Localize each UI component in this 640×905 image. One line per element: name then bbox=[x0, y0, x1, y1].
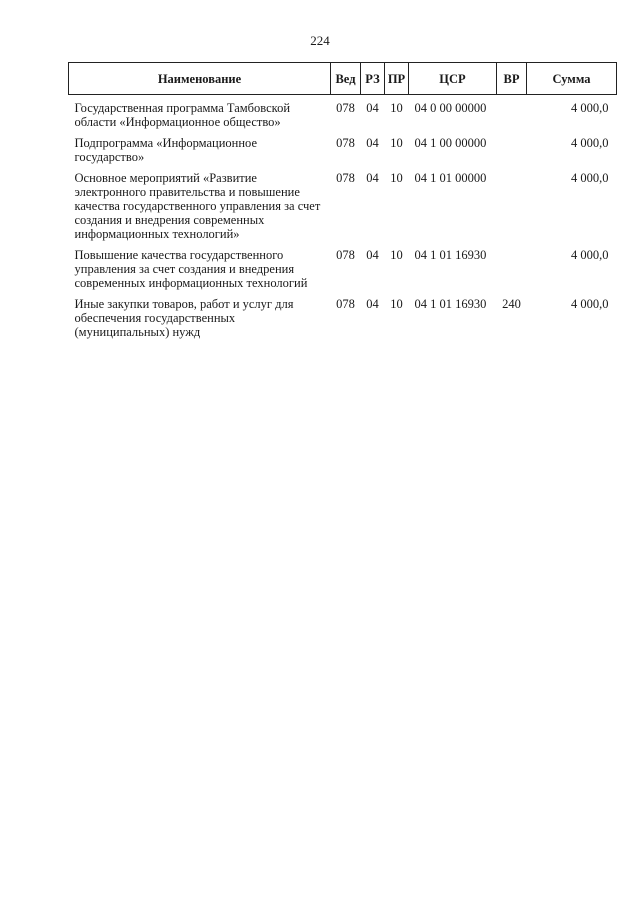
table-row bbox=[69, 248, 617, 297]
row-vr: 240 bbox=[502, 297, 521, 311]
page-number: 224 bbox=[310, 33, 330, 48]
row-pr: 10 bbox=[390, 248, 403, 262]
row-ved: 078 bbox=[336, 136, 355, 150]
row-csr: 04 1 01 16930 bbox=[414, 297, 487, 311]
budget-table bbox=[68, 62, 617, 346]
row-name: Государственная программа Тамбовской области «Информационное общество» bbox=[74, 101, 291, 129]
header-csr: ЦСР bbox=[409, 63, 497, 95]
row-sum: 4 000,0 bbox=[571, 136, 609, 150]
row-rz: 04 bbox=[366, 101, 379, 115]
row-pr: 10 bbox=[390, 171, 403, 185]
row-vr bbox=[497, 136, 527, 171]
header-vr: ВР bbox=[497, 63, 527, 95]
row-ved: 078 bbox=[336, 171, 355, 185]
header-pr: ПР bbox=[385, 63, 409, 95]
table-row bbox=[69, 171, 617, 248]
row-ved: 078 bbox=[336, 101, 355, 115]
table-row bbox=[69, 297, 617, 346]
row-name: Иные закупки товаров, работ и услуг для обеспечения государственных (муниципальных) нужд bbox=[74, 297, 294, 339]
row-csr: 04 1 01 16930 bbox=[414, 248, 487, 262]
row-sum: 4 000,0 bbox=[571, 101, 609, 115]
row-sum: 4 000,0 bbox=[571, 171, 609, 185]
row-rz: 04 bbox=[366, 171, 379, 185]
header-rz: РЗ bbox=[361, 63, 385, 95]
table-row bbox=[69, 136, 617, 171]
header-ved: Вед bbox=[331, 63, 361, 95]
row-name: Основное мероприятий «Развитие электронного правительства и повышение качества государственного управления за счет создания и внедрения современных информационных технологий» bbox=[74, 171, 321, 241]
row-csr: 04 1 00 00000 bbox=[414, 136, 487, 150]
row-csr: 04 1 01 00000 bbox=[414, 171, 487, 185]
table-row bbox=[69, 95, 617, 137]
row-name: Подпрограмма «Информационное государство» bbox=[74, 136, 258, 164]
row-pr: 10 bbox=[390, 297, 403, 311]
header-sum: Сумма bbox=[527, 63, 617, 95]
row-sum: 4 000,0 bbox=[571, 297, 609, 311]
row-pr: 10 bbox=[390, 101, 403, 115]
row-vr bbox=[497, 95, 527, 137]
row-sum: 4 000,0 bbox=[571, 248, 609, 262]
row-ved: 078 bbox=[336, 248, 355, 262]
row-rz: 04 bbox=[366, 136, 379, 150]
row-ved: 078 bbox=[336, 297, 355, 311]
row-vr bbox=[497, 248, 527, 297]
row-rz: 04 bbox=[366, 297, 379, 311]
row-name: Повышение качества государственного управления за счет создания и внедрения современных информационных технологий bbox=[74, 248, 308, 290]
row-csr: 04 0 00 00000 bbox=[414, 101, 487, 115]
row-rz: 04 bbox=[366, 248, 379, 262]
table-header-row bbox=[69, 63, 617, 95]
row-pr: 10 bbox=[390, 136, 403, 150]
row-vr bbox=[497, 171, 527, 248]
header-name: Наименование bbox=[69, 63, 331, 95]
